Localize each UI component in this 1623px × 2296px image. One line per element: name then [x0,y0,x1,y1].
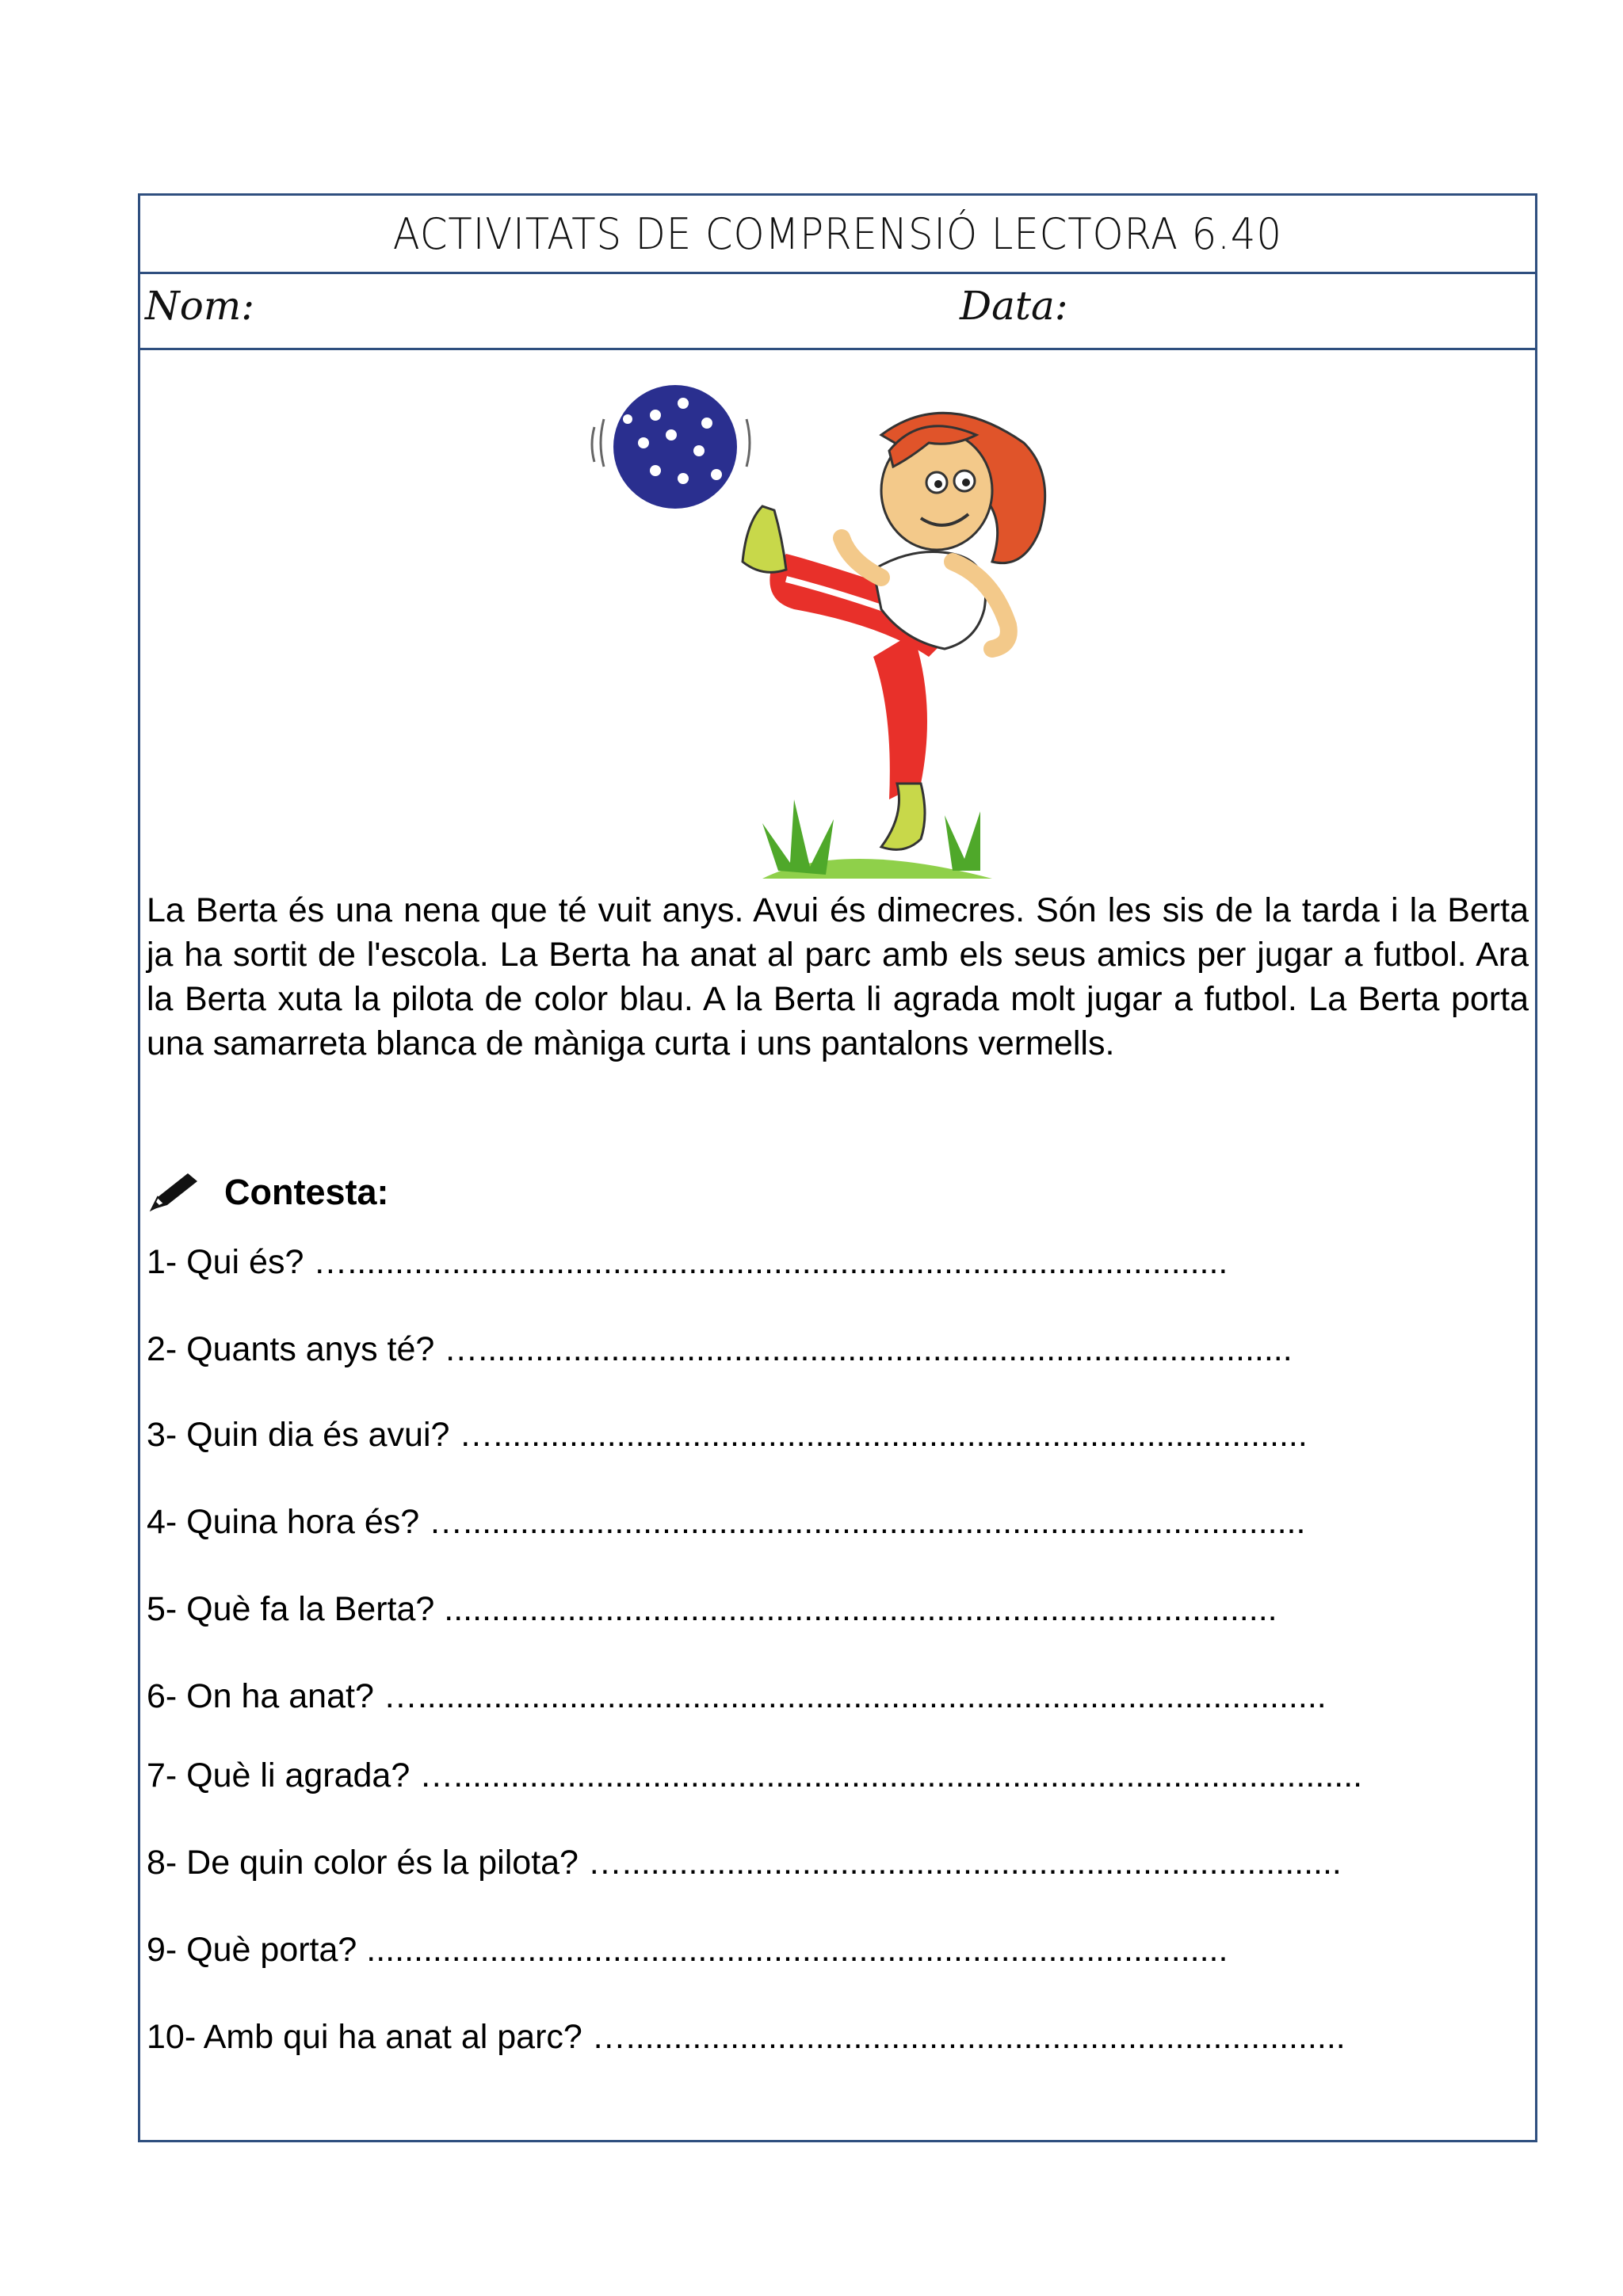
question-1[interactable]: 1- Qui és? …............................................................................................. [147,1243,1228,1281]
girl-kicking-ball-illustration [580,372,1087,887]
question-10[interactable]: 10- Amb qui ha anat al parc? …............................................................................ [147,2018,1346,2056]
worksheet-frame [138,193,1537,2142]
worksheet-title: ACTIVITATS DE COMPRENSIÓ LECTORA 6.40 [392,208,1283,259]
question-4[interactable]: 4- Quina hora és? …......................................................................................... [147,1503,1306,1541]
name-label: Nom: [145,283,255,329]
question-8[interactable]: 8- De quin color és la pilota? …............................................................................ [147,1844,1342,1882]
pencil-icon [147,1170,202,1215]
question-9[interactable]: 9- Què porta? ........................................................................................... [147,1931,1228,1969]
story-paragraph: La Berta és una nena que té vuit anys. Avui és dimecres. Són les sis de la tarda i la Berta ja ha sortit de l'escola. La Berta ha anat al parc amb els seus amics per jugar a futbol. Ara la Berta xuta la pilota de color blau. A la Berta li agrada molt jugar a futbol. La Berta porta una samarreta blanca de màniga curta i uns pantalons vermells. [147,891,1529,1062]
questions-heading [147,1170,389,1215]
date-label: Data: [960,283,1068,329]
questions-heading-label: Contesta: [224,1172,389,1212]
question-3[interactable]: 3- Quin dia és avui? …...................................................................................... [147,1416,1308,1454]
question-6[interactable]: 6- On ha anat? …................................................................................................ [147,1677,1327,1715]
grass [762,799,992,879]
question-2[interactable]: 2- Quants anys té? …...................................................................................... [147,1330,1293,1368]
question-5[interactable]: 5- Què fa la Berta? ........................................................................................ [147,1590,1277,1628]
name-date-row [140,272,1535,350]
ball [592,385,750,509]
question-7[interactable]: 7- Què li agrada? …................................................................................................ [147,1756,1363,1794]
title-row [140,196,1535,274]
